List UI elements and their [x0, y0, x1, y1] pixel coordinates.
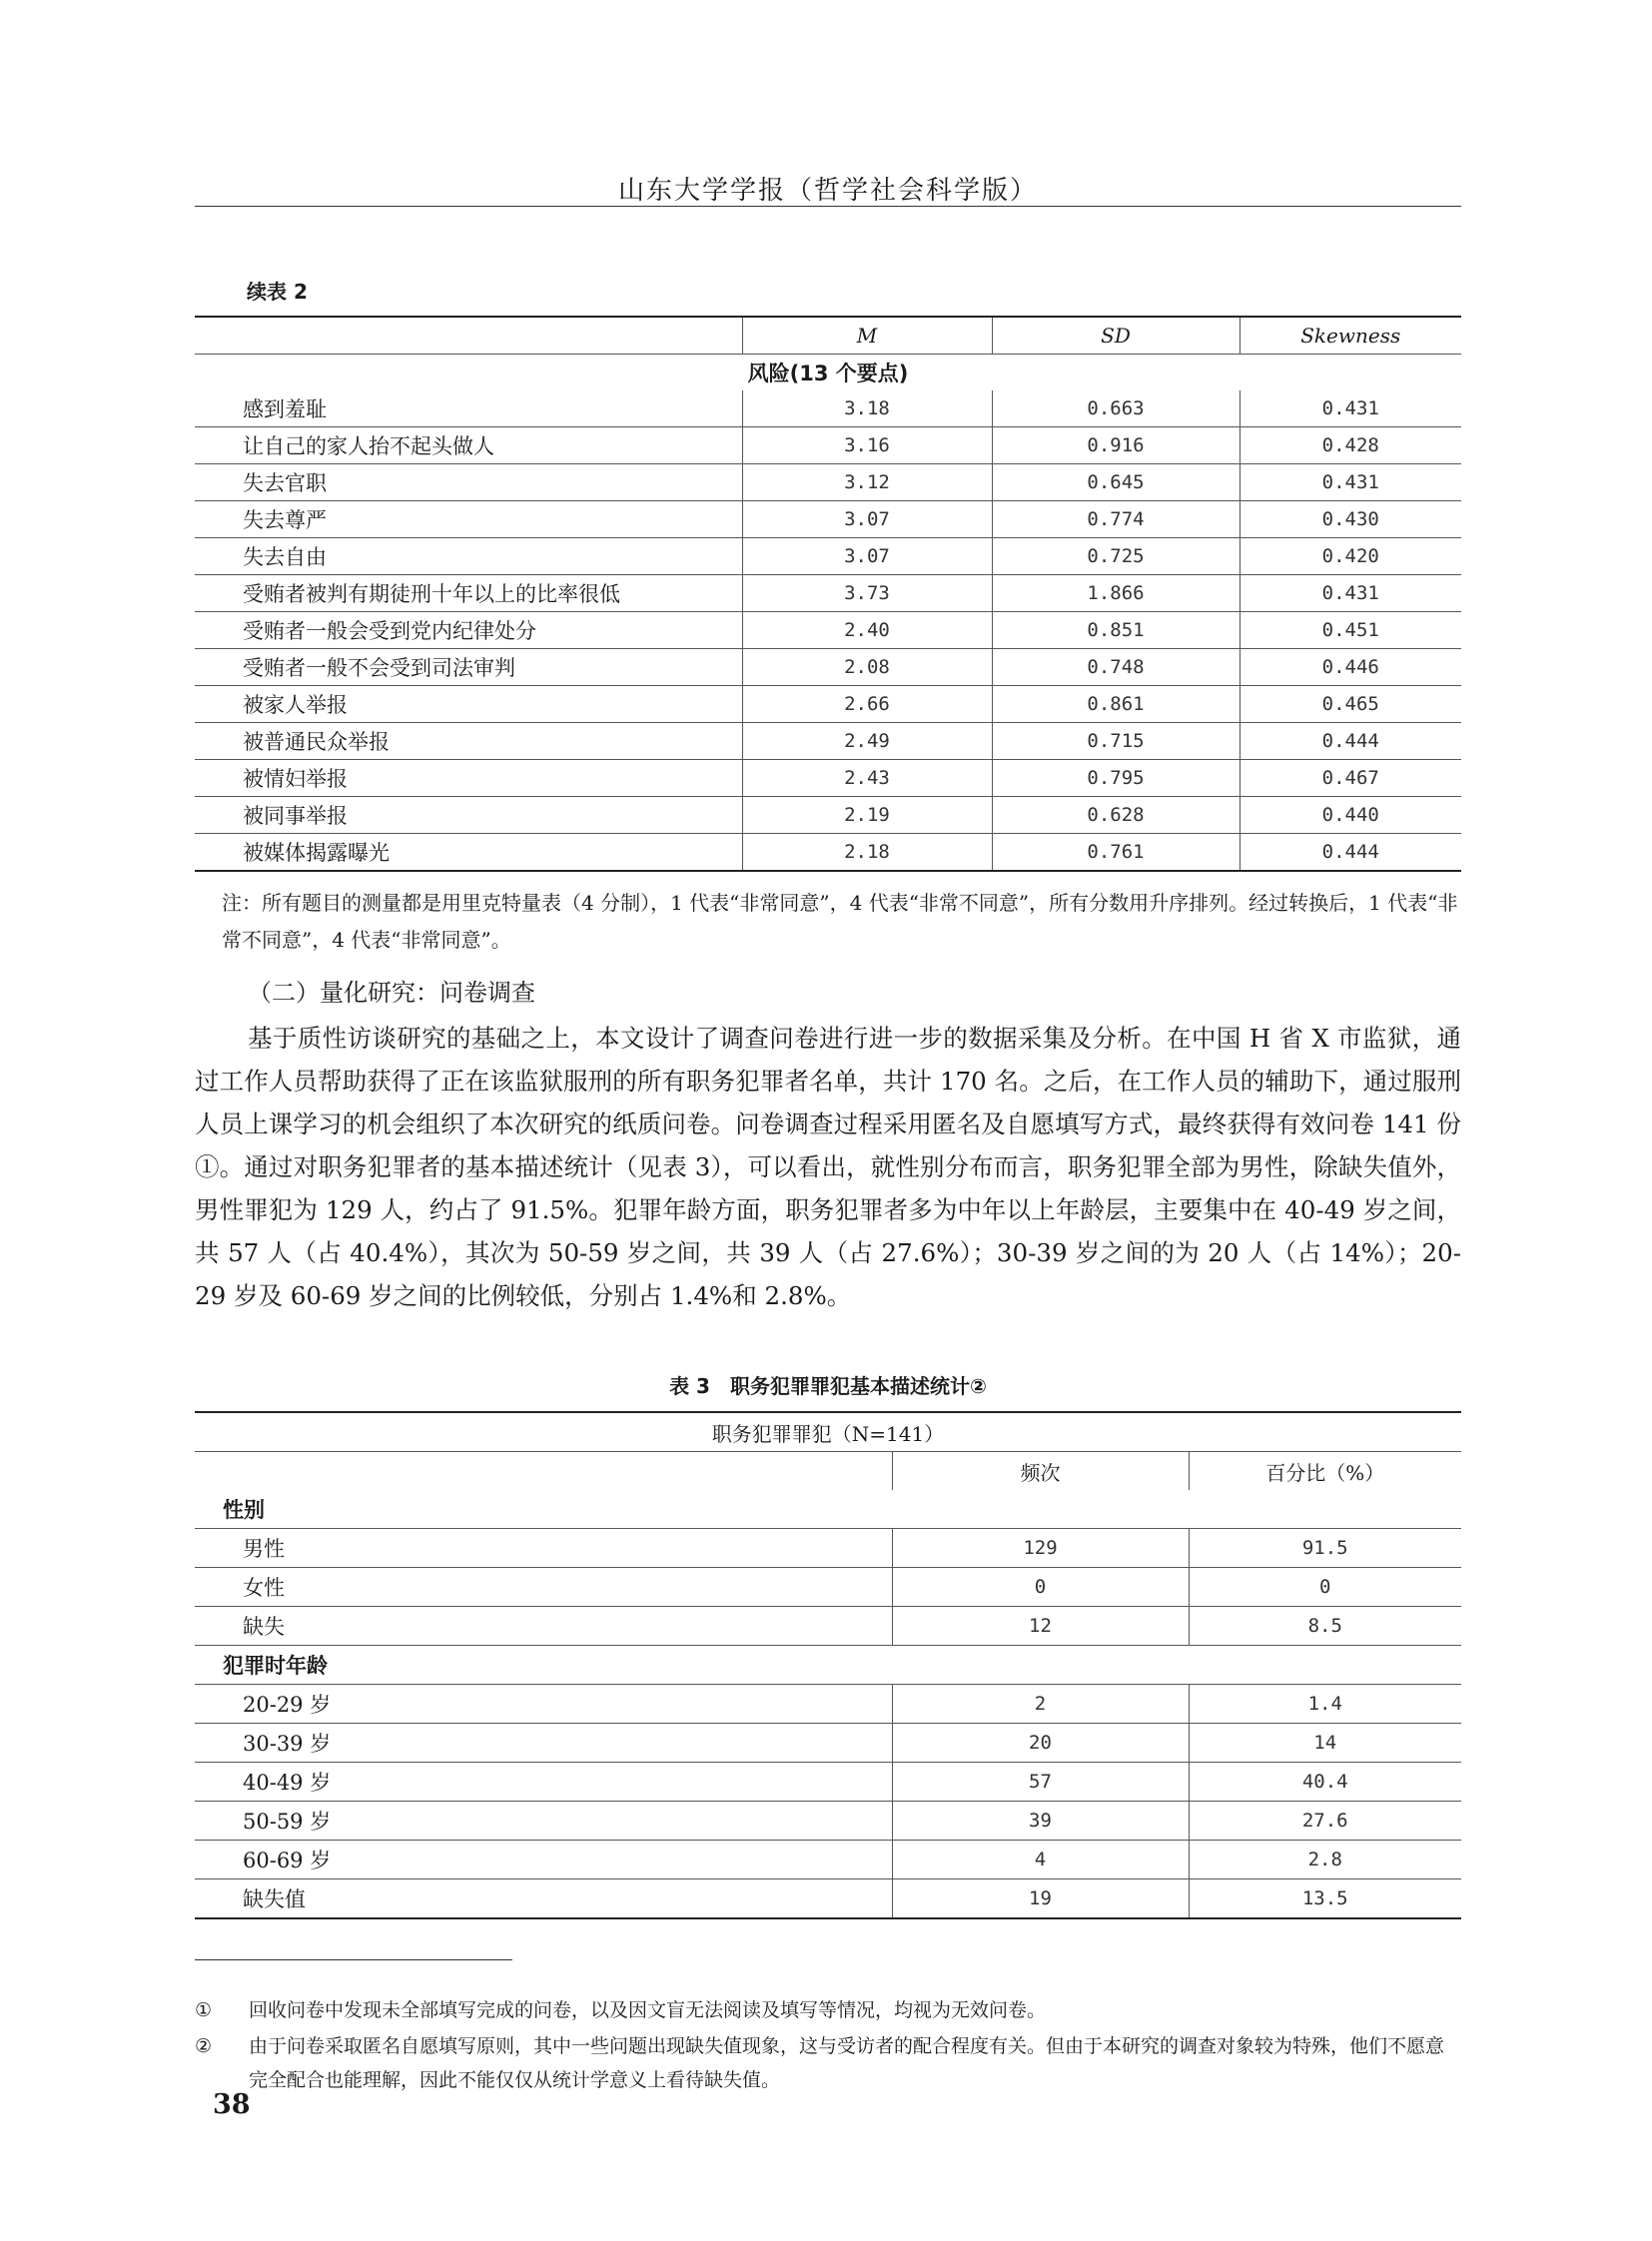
table3-row: [195, 1802, 1461, 1841]
table2-cell-sd: 0.645: [992, 464, 1239, 501]
table3-cell-pct: 13.5: [1189, 1879, 1461, 1919]
table3-top-header: 职务犯罪罪犯（N=141）: [195, 1412, 1461, 1452]
table3-cell-freq: 4: [892, 1841, 1189, 1879]
table2-cell-skewness: 0.431: [1239, 390, 1461, 427]
table3-row: [195, 1763, 1461, 1802]
table3-cell-freq: 2: [892, 1685, 1189, 1724]
table2-cell-skewness: 0.444: [1239, 834, 1461, 872]
table3-cell-freq: 39: [892, 1802, 1189, 1841]
table3-cell-label: 60-69 岁: [195, 1841, 892, 1879]
table3-cell-label: 缺失值: [243, 1887, 306, 1911]
table2-cell-skewness: 0.420: [1239, 538, 1461, 575]
table2-row: [195, 575, 1461, 612]
table3-cell-pct: 40.4: [1189, 1763, 1461, 1802]
table2-cell-label: 失去自由: [195, 538, 742, 575]
table3-cell-label: 缺失: [195, 1607, 892, 1646]
table2-row: [195, 390, 1461, 427]
table3-header-blank: [195, 1452, 892, 1491]
table2-cell-label: 被媒体揭露曝光: [243, 841, 390, 865]
journal-title: 山东大学学报（哲学社会科学版）: [617, 176, 1038, 206]
table3-row: [195, 1879, 1461, 1919]
table3-cell-freq: 57: [892, 1763, 1189, 1802]
table2-cell-m: 3.16: [742, 427, 992, 464]
table2-cell-m: 2.40: [742, 612, 992, 649]
table2-cell-m: 2.19: [742, 797, 992, 834]
table2-header-m: M: [742, 317, 992, 355]
table2-cell-sd: 0.725: [992, 538, 1239, 575]
table3-cell-pct: 0: [1189, 1568, 1461, 1607]
table2-cell-sd: 0.628: [992, 797, 1239, 834]
table3-row: [195, 1724, 1461, 1763]
table2-cell-sd: 0.774: [992, 501, 1239, 538]
table3-row: [195, 1568, 1461, 1607]
table2-row: [195, 834, 1461, 872]
table3-cell-label: 30-39 岁: [195, 1724, 892, 1763]
table2-cell-sd: 0.761: [992, 834, 1239, 872]
table3-row: [195, 1841, 1461, 1879]
table2-cell-skewness: 0.430: [1239, 501, 1461, 538]
table3-header-pct: 百分比（%）: [1189, 1452, 1461, 1491]
table2-cell-sd: 0.748: [992, 649, 1239, 686]
table3-cell-pct: 2.8: [1189, 1841, 1461, 1879]
table3: [195, 1411, 1461, 1919]
table3-caption: 表 3 职务犯罪罪犯基本描述统计②: [669, 1374, 987, 1398]
table2-cell-m: 3.07: [742, 501, 992, 538]
table3-body: [195, 1490, 1461, 1918]
table3-cell-pct: 14: [1189, 1724, 1461, 1763]
table2-cell-label: 受贿者一般不会受到司法审判: [195, 649, 742, 686]
section-heading: （二）量化研究：问卷调查: [248, 979, 535, 1007]
body-paragraph: [195, 1017, 1461, 1317]
table2-row: [195, 464, 1461, 501]
footnote-1-text: 回收问卷中发现未全部填写完成的问卷，以及因文盲无法阅读及填写等情况，均视为无效问卷。: [249, 1999, 1047, 2021]
table3-group-title: 犯罪时年龄: [195, 1646, 1461, 1685]
table2-row: [195, 797, 1461, 834]
table2-row: [195, 760, 1461, 797]
table2-cell-sd: 0.851: [992, 612, 1239, 649]
table2-cell-skewness: 0.444: [1239, 723, 1461, 760]
table3-cell-label: 女性: [195, 1568, 892, 1607]
table2-section-row: [195, 355, 1461, 391]
table3-cell-freq: 129: [892, 1529, 1189, 1568]
table2-cell-sd: 0.916: [992, 427, 1239, 464]
table2-header-skewness: Skewness: [1239, 317, 1461, 355]
table2-cell-m: 3.07: [742, 538, 992, 575]
table2-row: [195, 538, 1461, 575]
table2-cell-label: 感到羞耻: [195, 390, 742, 427]
table3-row: [195, 1529, 1461, 1568]
table2-row: [195, 723, 1461, 760]
footnote-2-mark: ②: [195, 2035, 213, 2057]
table2-cell-skewness: 0.431: [1239, 575, 1461, 612]
table2-cell-m: 2.18: [742, 834, 992, 872]
table2-cell-sd: 0.861: [992, 686, 1239, 723]
page-number: 38: [213, 2089, 251, 2120]
table2-header-label: [195, 317, 742, 355]
footnote-2-text: 由于问卷采取匿名自愿填写原则，其中一些问题出现缺失值现象，这与受访者的配合程度有关。但由于本研究的调查对象较为特殊，他们不愿意完全配合也能理解，因此不能仅仅从统计学意义上看待缺失值。: [249, 2035, 1445, 2091]
table2-cell-m: 3.12: [742, 464, 992, 501]
table2-cell-label: 被普通民众举报: [195, 723, 742, 760]
table2-cell-skewness: 0.440: [1239, 797, 1461, 834]
table3-cell-label: 40-49 岁: [195, 1763, 892, 1802]
table2-cell-skewness: 0.446: [1239, 649, 1461, 686]
table3-row: [195, 1685, 1461, 1724]
table3-cell-label: 男性: [195, 1529, 892, 1568]
footnote-1: [195, 1993, 1461, 2027]
table2-cell-label: 让自己的家人抬不起头做人: [195, 427, 742, 464]
paragraph-text: 基于质性访谈研究的基础之上，本文设计了调查问卷进行进一步的数据采集及分析。在中国 H 省 X 市监狱，通过工作人员帮助获得了正在该监狱服刑的所有职务犯罪者名单，共计 170 名。之后，在工作人员的辅助下，通过服刑人员上课学习的机会组织了本次研究的纸质问卷。问卷调查过程采用匿名及自愿填写方式，最终获得有效问卷 141 份①。通过对职务犯罪者的基本描述统计（见表 3），可以看出，就性别分布而言，职务犯罪全部为男性，除缺失值外，男性罪犯为 129 人，约占了 91.5%。犯罪年龄方面，职务犯罪者多为中年以上年龄层，主要集中在 40-49 岁之间，共 57 人（占 40.4%），其次为 50-59 岁之间，共 39 人（占 27.6%）；30-39 岁之间的为 20 人（占 14%）；20-29 岁及 60-69 岁之间的比例较低，分别占 1.4%和 2.8%。: [195, 1024, 1461, 1310]
table2-cell-label: 被家人举报: [195, 686, 742, 723]
table2-row: [195, 501, 1461, 538]
table2: [195, 316, 1461, 872]
table3-group-title: 性别: [195, 1490, 1461, 1529]
table2-header-row: [195, 317, 1461, 355]
table2-section-title: 风险(13 个要点): [747, 362, 909, 385]
table2-cell-sd: 1.866: [992, 575, 1239, 612]
table3-header-row: [195, 1452, 1461, 1491]
table2-cell-sd: 0.795: [992, 760, 1239, 797]
header-rule: [195, 206, 1461, 207]
table3-cell-freq: 0: [892, 1568, 1189, 1607]
table3-cell-freq: 20: [892, 1724, 1189, 1763]
table3-cell-pct: 1.4: [1189, 1685, 1461, 1724]
table2-body: [195, 390, 1461, 871]
table3-cell-pct: 8.5: [1189, 1607, 1461, 1646]
table2-cell-sd: 0.663: [992, 390, 1239, 427]
table3-cell-freq: 19: [892, 1879, 1189, 1919]
table2-cell-label: 受贿者被判有期徒刑十年以上的比率很低: [195, 575, 742, 612]
table2-row: [195, 686, 1461, 723]
table2-row: [195, 649, 1461, 686]
table3-row: [195, 1607, 1461, 1646]
table2-cell-skewness: 0.465: [1239, 686, 1461, 723]
table2-cell-label: 失去官职: [195, 464, 742, 501]
table2-cell-skewness: 0.428: [1239, 427, 1461, 464]
table2-row: [195, 612, 1461, 649]
table3-cell-pct: 27.6: [1189, 1802, 1461, 1841]
table3-header-freq: 频次: [892, 1452, 1189, 1491]
table2-row: [195, 427, 1461, 464]
table3-top-header-row: [195, 1412, 1461, 1452]
table3-group-row: [195, 1490, 1461, 1529]
table2-cell-m: 3.73: [742, 575, 992, 612]
table2-cell-label: 被同事举报: [195, 797, 742, 834]
table2-caption: 续表 2: [247, 280, 308, 304]
table2-cell-sd: 0.715: [992, 723, 1239, 760]
table2-cell-label: 受贿者一般会受到党内纪律处分: [195, 612, 742, 649]
table3-cell-label: 50-59 岁: [195, 1802, 892, 1841]
table3-cell-label: 20-29 岁: [195, 1685, 892, 1724]
table2-header-sd: SD: [992, 317, 1239, 355]
table2-cell-m: 3.18: [742, 390, 992, 427]
table2-cell-m: 2.49: [742, 723, 992, 760]
table2-note: 注：所有题目的测量都是用里克特量表（4 分制），1 代表“非常同意”，4 代表“非常不同意”，所有分数用升序排列。经过转换后，1 代表“非常不同意”，4 代表“非常同意”。: [222, 891, 1458, 952]
table3-group-row: [195, 1646, 1461, 1685]
table3-cell-pct: 91.5: [1189, 1529, 1461, 1568]
table2-cell-skewness: 0.431: [1239, 464, 1461, 501]
table2-cell-m: 2.43: [742, 760, 992, 797]
footnote-rule: [195, 1959, 512, 1960]
table2-cell-skewness: 0.451: [1239, 612, 1461, 649]
table2-cell-label: 被情妇举报: [195, 760, 742, 797]
table3-cell-freq: 12: [892, 1607, 1189, 1646]
table2-cell-skewness: 0.467: [1239, 760, 1461, 797]
footnote-1-mark: ①: [195, 1999, 213, 2021]
footnote-2: [195, 2029, 1461, 2097]
table2-cell-m: 2.66: [742, 686, 992, 723]
table2-cell-label: 失去尊严: [195, 501, 742, 538]
table2-cell-m: 2.08: [742, 649, 992, 686]
